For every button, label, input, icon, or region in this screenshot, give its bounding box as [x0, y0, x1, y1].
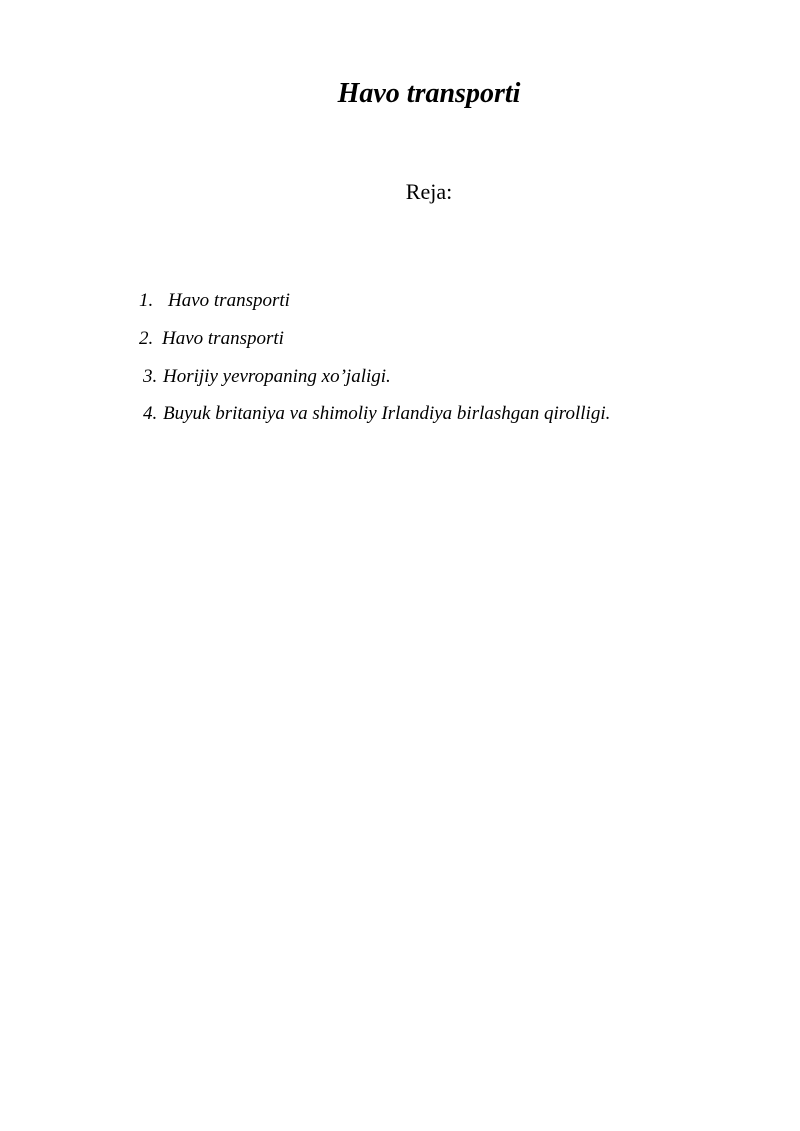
- plan-item-number: 2.: [139, 328, 154, 349]
- plan-item-number: 4.: [143, 403, 158, 424]
- plan-item-text: Buyuk britaniya va shimoliy Irlandiya birlashgan qirolligi.: [163, 403, 611, 424]
- plan-item: [139, 326, 284, 352]
- plan-item-text: Horijiy yevropaning xo’jaligi.: [163, 366, 391, 387]
- page-title: Havo transporti: [337, 78, 521, 109]
- plan-item-text: Havo transporti: [168, 290, 290, 311]
- plan-item-number: 3.: [143, 366, 158, 387]
- plan-item-text: Havo transporti: [162, 328, 284, 349]
- plan-item: [139, 288, 290, 314]
- plan-item-number: 1.: [139, 290, 154, 311]
- plan-item: [143, 364, 391, 390]
- plan-item: [143, 401, 610, 427]
- plan-heading: Reja:: [405, 179, 453, 204]
